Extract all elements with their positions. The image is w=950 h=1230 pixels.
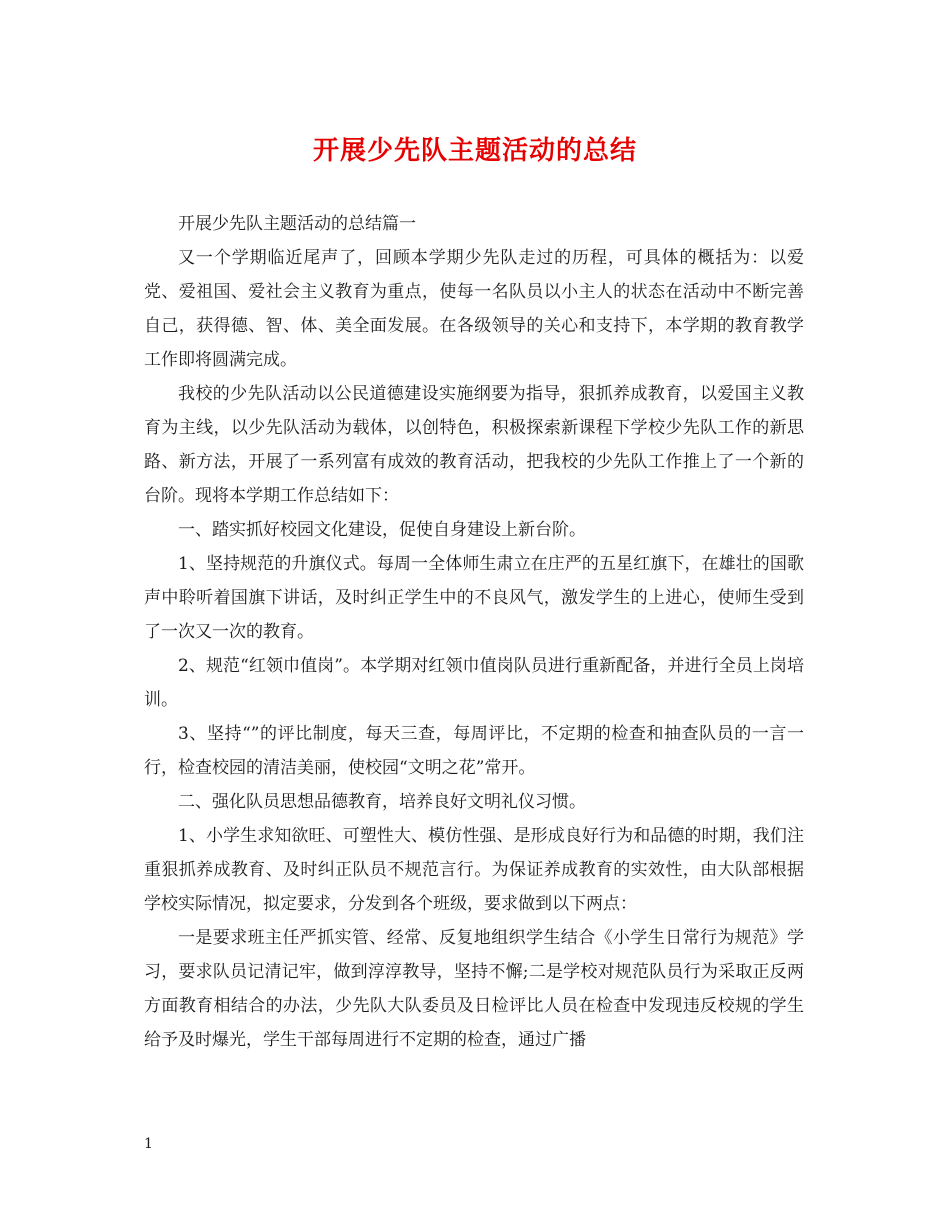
- paragraph-5: 1、坚持规范的升旗仪式。每周一全体师生肃立在庄严的五星红旗下，在雄壮的国歌声中聆听着国旗下讲话，及时纠正学生中的不良风气，激发学生的上进心，使师生受到了一次又一次的教育。: [144, 554, 804, 642]
- paragraph-7: 3、坚持“”的评比制度，每天三查，每周评比，不定期的检查和抽查队员的一言一行，检查校园的清洁美丽，使校园“文明之花”常开。: [144, 724, 804, 778]
- paragraph-9: 1、小学生求知欲旺、可塑性大、模仿性强、是形成良好行为和品德的时期，我们注重狠抓养成教育、及时纠正队员不规范言行。为保证养成教育的实效性，由大队部根据学校实际情况，拟定要求，分发到各个班级，要求做到以下两点：: [144, 826, 804, 914]
- paragraph-6: 2、规范“红领巾值岗”。本学期对红领巾值岗队员进行重新配备，并进行全员上岗培训。: [144, 656, 804, 710]
- page-number: 1: [144, 1136, 153, 1152]
- paragraph-2: 又一个学期临近尾声了，回顾本学期少先队走过的历程，可具体的概括为：以爱党、爱祖国、爱社会主义教育为重点，使每一名队员以小主人的状态在活动中不断完善自己，获得德、智、体、美全面发展。在各级领导的关心和支持下，本学期的教育教学工作即将圆满完成。: [144, 248, 804, 370]
- paragraph-10: 一是要求班主任严抓实管、经常、反复地组织学生结合《小学生日常行为规范》学习，要求队员记清记牢，做到淳淳教导，坚持不懈;二是学校对规范队员行为采取正反两方面教育相结合的办法，少先队大队委员及日检评比人员在检查中发现违反校规的学生给予及时爆光，学生干部每周进行不定期的检查，通过广播: [144, 928, 804, 1050]
- paragraph-4: 一、踏实抓好校园文化建设，促使自身建设上新台阶。: [178, 520, 586, 540]
- document-body: [144, 207, 804, 1057]
- document-title: 开展少先队主题活动的总结: [312, 136, 637, 166]
- paragraph-3: 我校的少先队活动以公民道德建设实施纲要为指导，狠抓养成教育，以爱国主义教育为主线，以少先队活动为载体，以创特色，积极探索新课程下学校少先队工作的新思路、新方法，开展了一系列富有成效的教育活动，把我校的少先队工作推上了一个新的台阶。现将本学期工作总结如下：: [144, 384, 804, 506]
- paragraph-1: 开展少先队主题活动的总结篇一: [178, 214, 416, 234]
- paragraph-8: 二、强化队员思想品德教育，培养良好文明礼仪习惯。: [178, 792, 586, 812]
